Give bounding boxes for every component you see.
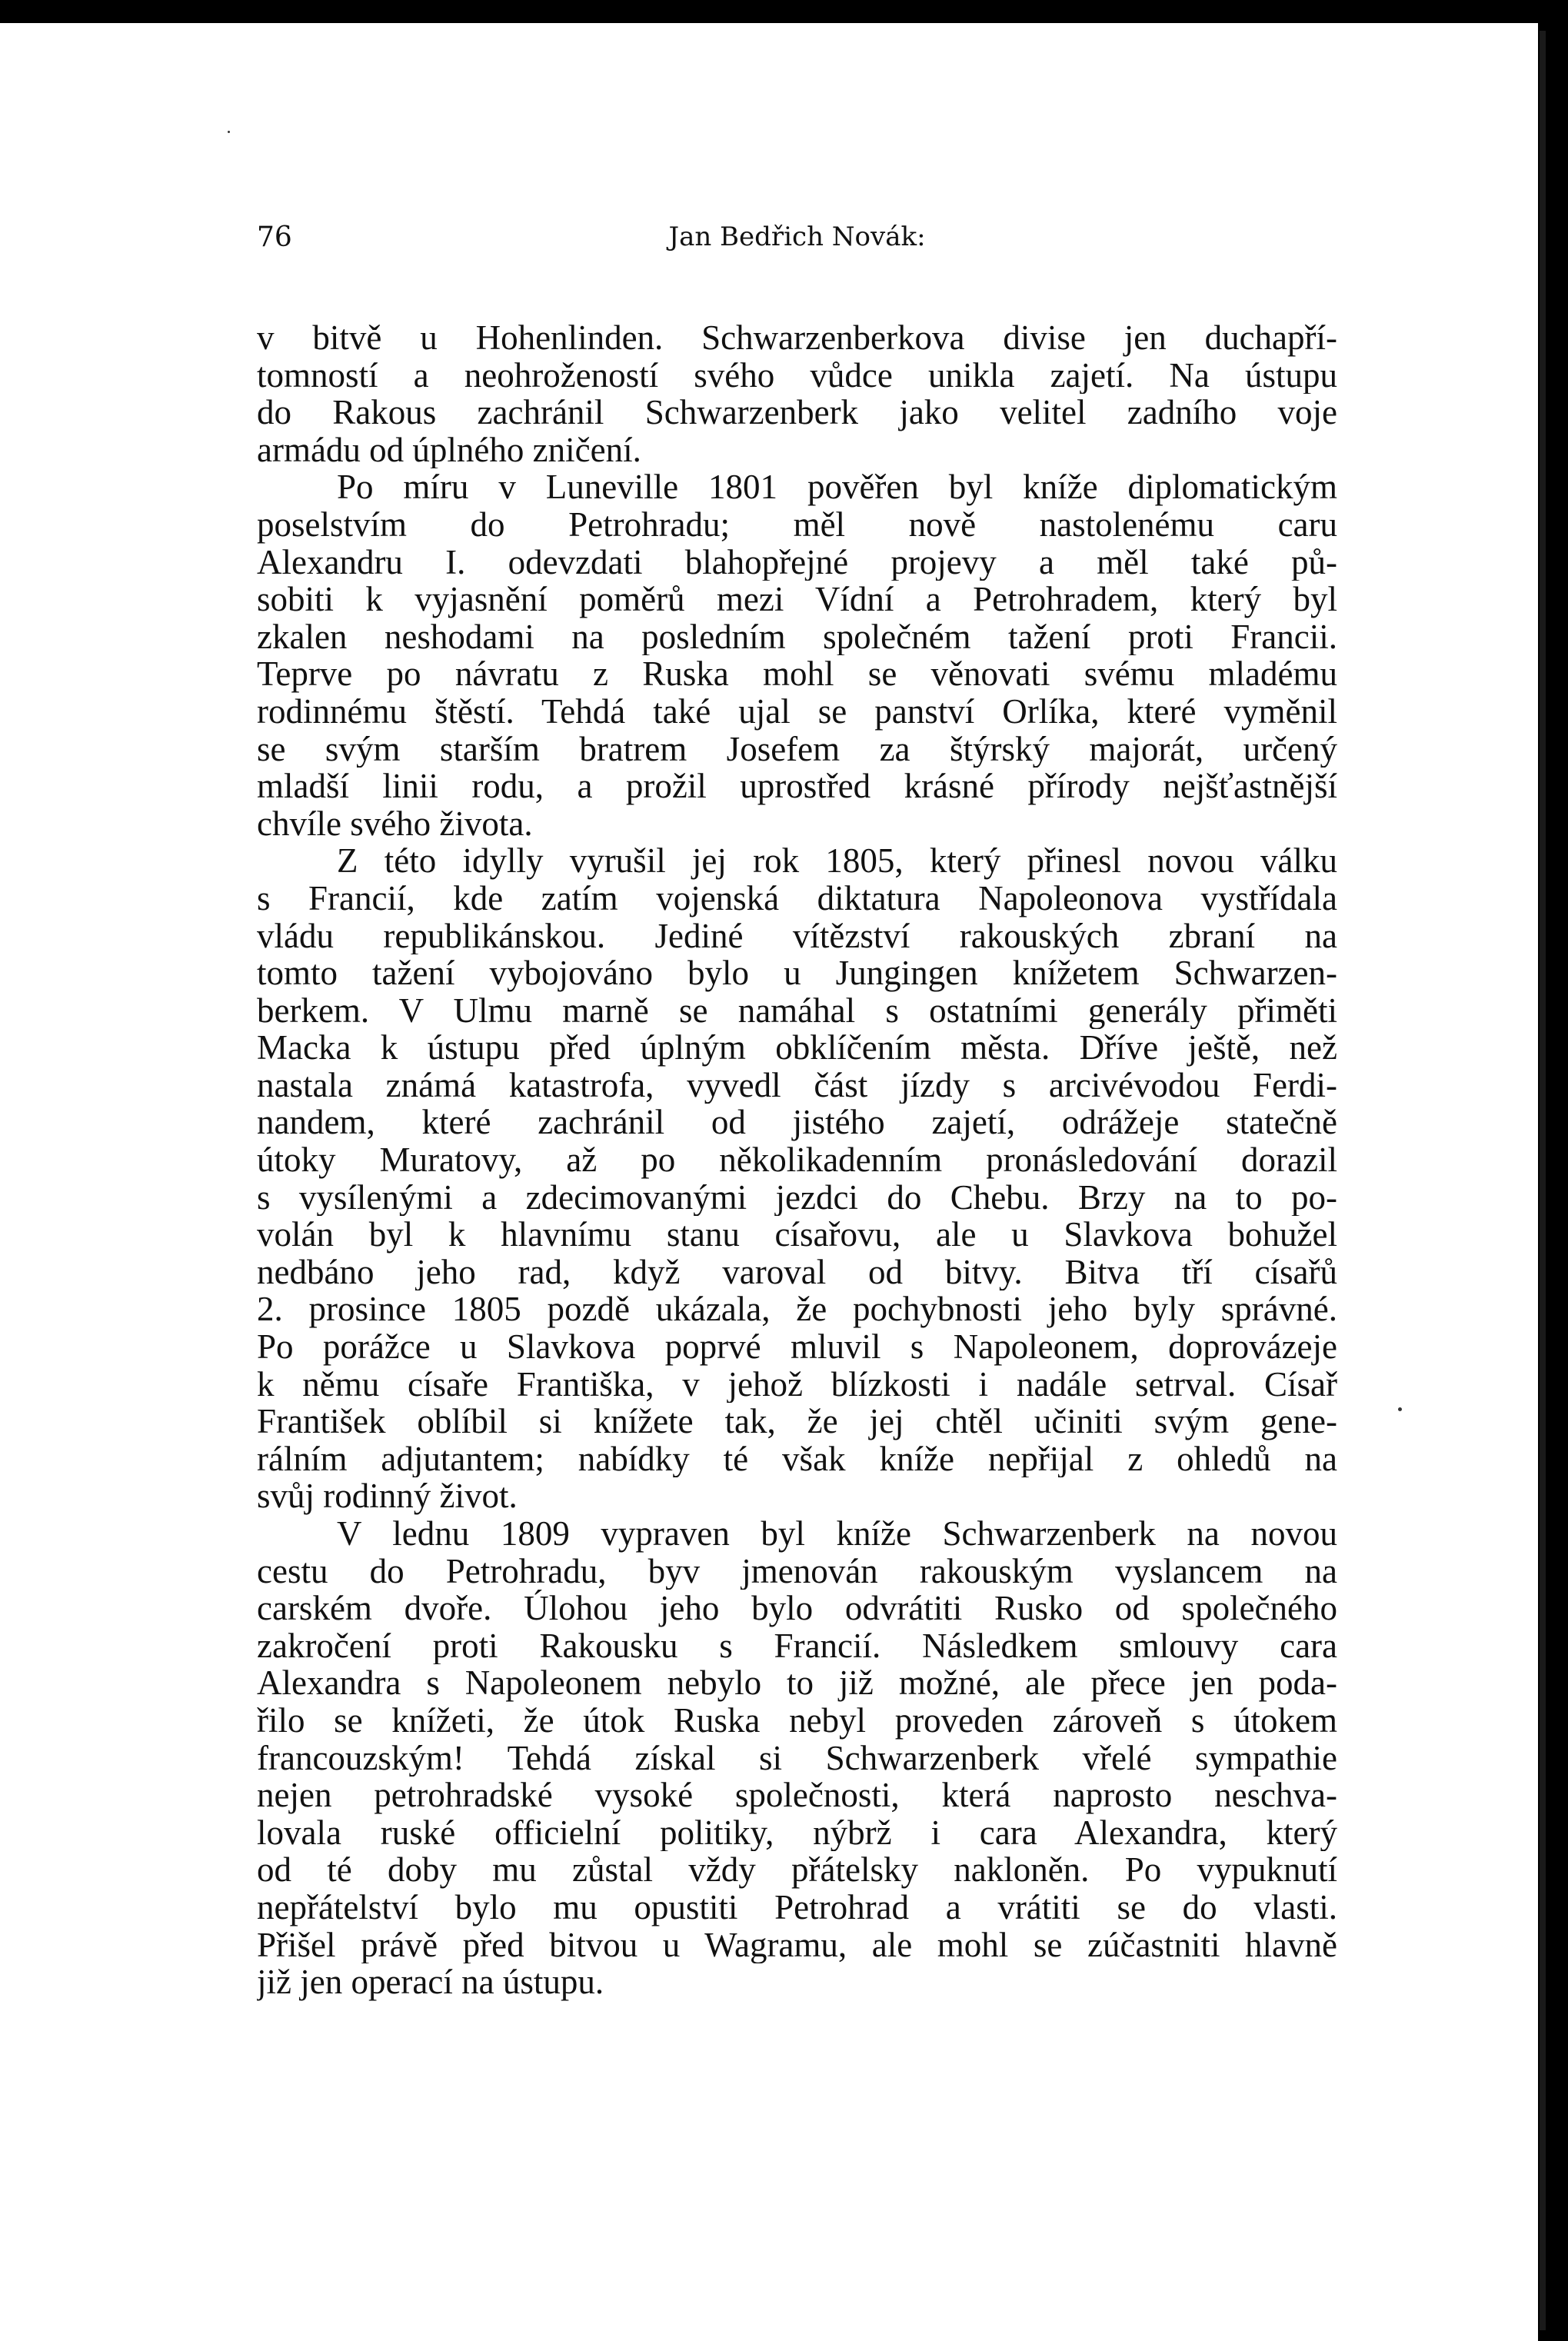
text-line: v bitvě u Hohenlinden. Schwarzenberkova divise jen duchapří- — [257, 319, 1337, 357]
text-line: carském dvoře. Úlohou jeho bylo odvrátiti Rusko od společného — [257, 1590, 1337, 1627]
text-line: francouzským! Tehdá získal si Schwarzenberk vřelé sympathie — [257, 1739, 1337, 1777]
text-line: 2. prosince 1805 pozdě ukázala, že pochybnosti jeho byly správné. — [257, 1290, 1337, 1329]
text-line: nedbáno jeho rad, když varoval od bitvy. Bitva tří císařů — [257, 1253, 1337, 1291]
text-line: armádu od úplného zničení. — [257, 431, 641, 469]
text-line: Alexandru I. odevzdati blahopřejné projevy a měl také pů- — [257, 543, 1337, 581]
text-line: již jen operací na ústupu. — [257, 1963, 604, 2001]
text-line: sobiti k vyjasnění poměrů mezi Vídní a Petrohradem, který byl — [257, 581, 1337, 618]
text-line: Teprve po návratu z Ruska mohl se věnovati svému mladému — [257, 655, 1337, 693]
text-line: lovala ruské officielní politiky, nýbrž i cara Alexandra, který — [257, 1813, 1337, 1852]
text-line: nandem, které zachránil od jistého zajetí, odrážeje statečně — [257, 1104, 1337, 1142]
text-line: Po míru v Luneville 1801 pověřen byl kníže diplomatickým — [337, 468, 1337, 506]
text-line: nastala známá katastrofa, vyvedl část jízdy s arcivévodou Ferdi- — [257, 1066, 1337, 1104]
text-line: zkalen neshodami na posledním společném tažení proti Francii. — [257, 618, 1337, 656]
text-line: zakročení proti Rakousku s Francií. Následkem smlouvy cara — [257, 1627, 1337, 1665]
text-line: tomto tažení vybojováno bylo u Jungingen knížetem Schwarzen- — [257, 954, 1337, 992]
scan-speck — [228, 131, 230, 133]
text-line: k němu císaře Františka, v jehož blízkosti i nadále setrval. Císař — [257, 1365, 1337, 1404]
page-header — [257, 221, 1337, 268]
text-line: tomností a neohrožeností svého vůdce unikla zajetí. Na ústupu — [257, 356, 1337, 395]
text-line: rodinnému štěstí. Tehdá také ujal se panství Orlíka, které vyměnil — [257, 692, 1337, 731]
text-line: cestu do Petrohradu, byv jmenován rakouským vyslancem na — [257, 1552, 1337, 1590]
text-line: s Francií, kde zatím vojenská diktatura Napoleonova vystřídala — [257, 879, 1337, 917]
text-line: se svým starším bratrem Josefem za štýrský majorát, určený — [257, 730, 1337, 768]
paragraph — [257, 468, 1337, 842]
text-line: nejen petrohradské vysoké společnosti, která naprosto neschva- — [257, 1777, 1337, 1814]
text-line: s vysílenými a zdecimovanými jezdci do Chebu. Brzy na to po- — [257, 1178, 1337, 1217]
paragraph — [257, 1515, 1337, 2001]
paragraph — [257, 842, 1337, 1515]
scan-edge-line — [1540, 31, 1546, 2330]
text-line: nepřátelství bylo mu opustiti Petrohrad a vrátiti se do vlasti. — [257, 1888, 1337, 1926]
text-line: František oblíbil si knížete tak, že jej chtěl učiniti svým gene- — [257, 1403, 1337, 1440]
text-line: Po porážce u Slavkova poprvé mluvil s Napoleonem, doprovázeje — [257, 1328, 1337, 1366]
text-line: řilo se knížeti, že útok Ruska nebyl proveden zároveň s útokem — [257, 1701, 1337, 1740]
text-line: Macka k ústupu před úplným obklíčením města. Dříve ještě, než — [257, 1029, 1337, 1067]
text-line: mladší linii rodu, a prožil uprostřed krásné přírody nejšťastnější — [257, 768, 1337, 805]
body-text — [257, 319, 1337, 2001]
text-line: poselstvím do Petrohradu; měl nově nastolenému caru — [257, 505, 1337, 544]
text-line: volán byl k hlavnímu stanu císařovu, ale u Slavkova bohužel — [257, 1216, 1337, 1254]
text-line: berkem. V Ulmu marně se namáhal s ostatními generály přiměti — [257, 991, 1337, 1030]
running-head: Jan Bedřich Novák: — [668, 221, 926, 252]
paragraph — [257, 319, 1337, 468]
text-line: V lednu 1809 vypraven byl kníže Schwarzenberk na novou — [337, 1515, 1337, 1553]
text-line: vládu republikánskou. Jediné vítězství rakouských zbraní na — [257, 917, 1337, 955]
text-line: Z této idylly vyrušil jej rok 1805, který přinesl novou válku — [337, 842, 1337, 880]
text-line: svůj rodinný život. — [257, 1477, 518, 1515]
text-line: chvíle svého života. — [257, 804, 533, 843]
text-line: rálním adjutantem; nabídky té však kníže nepřijal z ohledů na — [257, 1440, 1337, 1478]
book-page — [0, 23, 1538, 2341]
text-line: od té doby mu zůstal vždy přátelsky nakloněn. Po vypuknutí — [257, 1851, 1337, 1889]
scan-speck — [1398, 1407, 1402, 1411]
text-line: útoky Muratovy, až po několikadenním pronásledování dorazil — [257, 1141, 1337, 1179]
text-line: do Rakous zachránil Schwarzenberk jako velitel zadního voje — [257, 394, 1337, 431]
text-line: Přišel právě před bitvou u Wagramu, ale mohl se zúčastniti hlavně — [257, 1926, 1337, 1964]
text-line: Alexandra s Napoleonem nebylo to již možné, ale přece jen poda- — [257, 1664, 1337, 1702]
page-number: 76 — [257, 221, 292, 253]
